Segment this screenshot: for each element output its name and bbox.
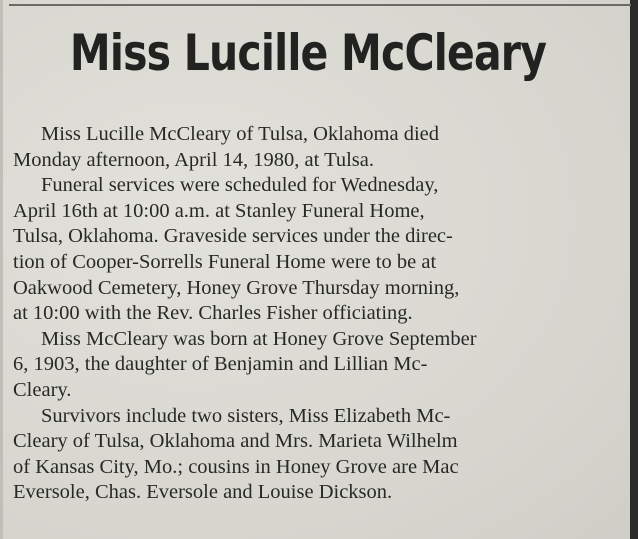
- text-line: Funeral services were scheduled for Wednesday,: [41, 174, 439, 197]
- text-line: Oakwood Cemetery, Honey Grove Thursday morning,: [13, 276, 460, 299]
- text-line: April 16th at 10:00 a.m. at Stanley Funeral Home,: [13, 199, 425, 222]
- text-line: Miss Lucille McCleary of Tulsa, Oklahoma died: [41, 123, 439, 145]
- text-line: Tulsa, Oklahoma. Graveside services under the direc-: [13, 225, 453, 248]
- text-line: tion of Cooper-Sorrells Funeral Home were to be at: [13, 250, 437, 273]
- paragraph-death-notice: [13, 122, 627, 173]
- obituary-body: [13, 122, 627, 506]
- top-rule: [9, 4, 631, 6]
- text-line: of Kansas City, Mo.; cousins in Honey Grove are Mac: [13, 455, 459, 478]
- text-line: 6, 1903, the daughter of Benjamin and Lillian Mc-: [13, 353, 428, 376]
- text-line: at 10:00 with the Rev. Charles Fisher officiating.: [13, 302, 413, 325]
- text-line: Monday afternoon, April 14, 1980, at Tulsa.: [13, 148, 375, 171]
- text-line: Eversole, Chas. Eversole and Louise Dickson.: [13, 481, 393, 504]
- text-line: Cleary.: [13, 378, 72, 401]
- obituary-headline: Miss Lucille McCleary: [69, 24, 547, 82]
- paragraph-birth: [13, 327, 627, 404]
- text-line: Miss McCleary was born at Honey Grove September: [41, 327, 477, 350]
- text-line: Survivors include two sisters, Miss Elizabeth Mc-: [41, 404, 451, 427]
- paragraph-funeral-services: [13, 173, 627, 327]
- paragraph-survivors: [13, 404, 627, 506]
- text-line: Cleary of Tulsa, Oklahoma and Mrs. Marieta Wilhelm: [13, 430, 458, 453]
